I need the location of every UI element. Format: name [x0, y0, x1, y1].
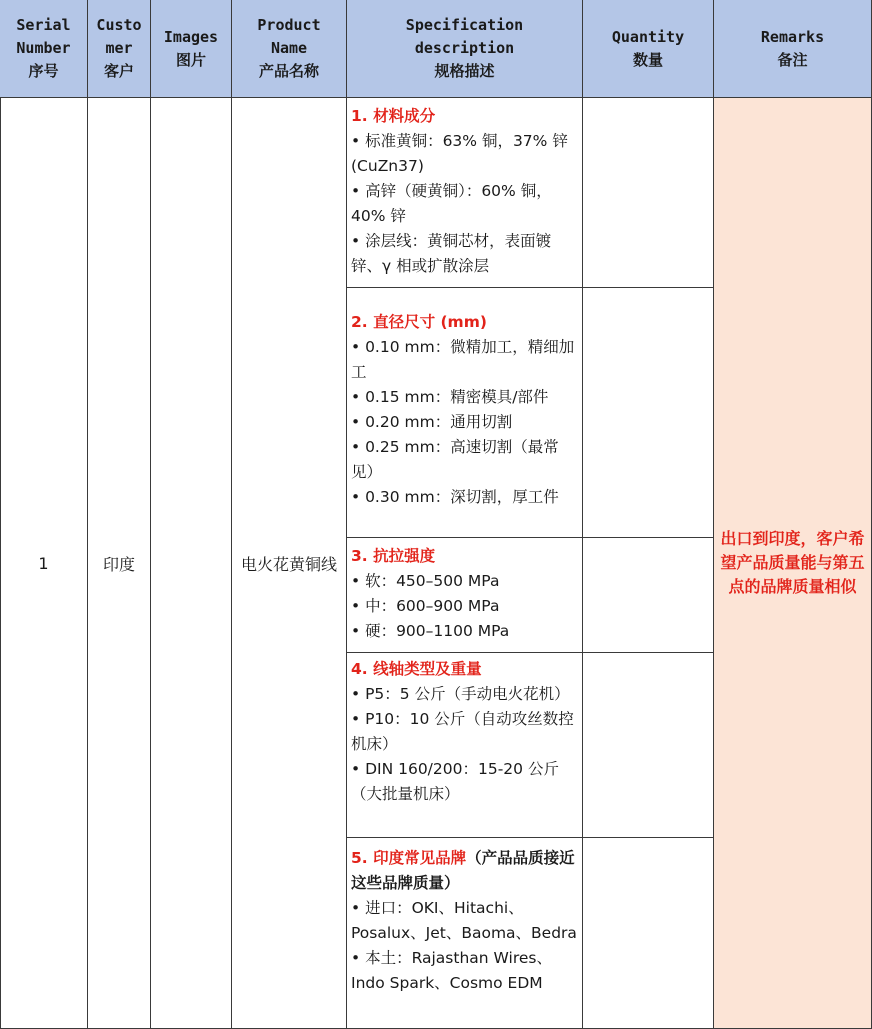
customer-cell: 印度	[88, 98, 151, 1029]
header-product-name	[232, 0, 347, 98]
spec-line: • 0.20 mm：通用切割	[351, 413, 513, 431]
spec-line: • 涂层线：黄铜芯材，表面镀锌、γ 相或扩散涂层	[351, 232, 552, 275]
spec-line: • P10：10 公斤（自动攻丝数控机床）	[351, 710, 574, 753]
spec-block-spool	[347, 653, 583, 838]
spec-heading: 5. 印度常见品牌	[351, 849, 467, 867]
spec-line: • P5：5 公斤（手动电火花机）	[351, 685, 570, 703]
spec-block-material	[347, 98, 583, 288]
header-images-en: Images	[163, 27, 219, 46]
spec-block-diameter	[347, 288, 583, 538]
header-remarks-cn: 备注	[777, 50, 808, 69]
header-specification	[347, 0, 583, 98]
spec-line: • DIN 160/200：15-20 公斤（大批量机床）	[351, 760, 559, 803]
spec-heading: 2. 直径尺寸 (mm)	[351, 313, 487, 331]
header-quantity-en: Quantity	[611, 27, 685, 46]
header-serial-en-1: Serial	[16, 16, 71, 34]
remarks-cell: 出口到印度，客户希望产品质量能与第五点的品牌质量相似	[714, 98, 872, 1029]
header-remarks	[714, 0, 872, 98]
spec-line: • 0.15 mm：精密模具/部件	[351, 388, 549, 406]
quantity-cell	[583, 98, 714, 288]
header-spec-en-2: description	[414, 39, 515, 57]
header-customer-en-2: mer	[105, 39, 133, 57]
spec-line: • 0.25 mm：高速切割（最常见）	[351, 438, 559, 481]
spec-line: • 进口：OKI、Hitachi、Posalux、Jet、Baoma、Bedra	[351, 899, 577, 942]
quantity-cell	[583, 288, 714, 538]
spec-heading-note: （产品品质接近这些品牌质量）	[351, 849, 575, 892]
header-images-cn: 图片	[175, 50, 206, 69]
header-remarks-en: Remarks	[760, 27, 825, 46]
product-name-cell: 电火花黄铜线	[232, 98, 347, 1029]
header-quantity	[583, 0, 714, 98]
header-spec-cn: 规格描述	[434, 62, 495, 80]
header-spec-en-1: Specification	[405, 16, 524, 34]
spec-line: • 标准黄铜：63% 铜，37% 锌 (CuZn37)	[351, 132, 568, 175]
quantity-cell	[583, 838, 714, 1029]
header-serial-cn: 序号	[28, 62, 59, 80]
spec-heading-line	[351, 846, 579, 896]
header-product-en-1: Product	[257, 16, 321, 34]
spec-line: • 0.10 mm：微精加工，精细加工	[351, 338, 575, 381]
spec-line: • 中：600–900 MPa	[351, 597, 500, 615]
serial-number-cell: 1	[0, 98, 88, 1029]
header-serial-en-2: Number	[16, 39, 71, 57]
spec-line: • 本土：Rajasthan Wires、Indo Spark、Cosmo EDM	[351, 949, 552, 992]
spec-line: • 高锌（硬黄铜）：60% 铜，40% 锌	[351, 182, 552, 225]
header-quantity-cn: 数量	[632, 50, 663, 69]
quantity-cell	[583, 538, 714, 653]
spec-heading: 1. 材料成分	[351, 107, 436, 125]
spec-line: • 软：450–500 MPa	[351, 572, 500, 590]
header-images	[151, 0, 232, 98]
header-customer	[88, 0, 151, 98]
spec-heading: 3. 抗拉强度	[351, 547, 436, 565]
header-customer-cn: 客户	[103, 62, 134, 80]
quantity-cell	[583, 653, 714, 838]
images-cell	[151, 98, 232, 1029]
spec-line: • 0.30 mm：深切割，厚工件	[351, 488, 559, 506]
spec-line: • 硬：900–1100 MPa	[351, 622, 510, 640]
spec-block-tensile	[347, 538, 583, 653]
header-product-cn: 产品名称	[258, 62, 319, 80]
spec-heading: 4. 线轴类型及重量	[351, 660, 482, 678]
header-serial-number	[0, 0, 88, 98]
spec-block-brands	[347, 838, 583, 1029]
header-product-en-2: Name	[270, 39, 308, 57]
header-customer-en-1: Custo	[96, 16, 142, 34]
